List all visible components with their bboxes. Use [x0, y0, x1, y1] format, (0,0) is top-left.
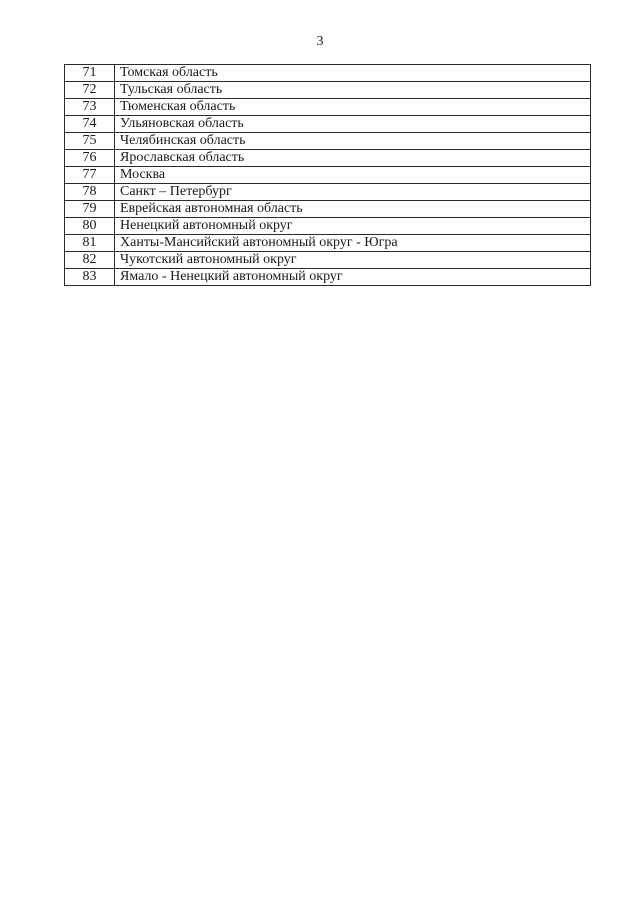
table-row	[65, 252, 591, 269]
page-number: 3	[316, 34, 324, 49]
table-row	[65, 65, 591, 82]
table-row	[65, 82, 591, 99]
region-number-cell: 78	[65, 184, 115, 201]
table-row	[65, 235, 591, 252]
region-name-cell: Чукотский автономный округ	[115, 252, 591, 269]
region-number-cell: 81	[65, 235, 115, 252]
region-name-cell: Ярославская область	[115, 150, 591, 167]
region-number-cell: 76	[65, 150, 115, 167]
region-number-cell: 82	[65, 252, 115, 269]
region-name-cell: Тюменская область	[115, 99, 591, 116]
table-row	[65, 218, 591, 235]
region-name-cell: Ямало - Ненецкий автономный округ	[115, 269, 591, 286]
region-number-cell: 72	[65, 82, 115, 99]
region-name-cell: Томская область	[115, 65, 591, 82]
region-number-cell: 74	[65, 116, 115, 133]
table-row	[65, 99, 591, 116]
table-row	[65, 184, 591, 201]
regions-table	[64, 64, 591, 286]
region-name-cell: Тульская область	[115, 82, 591, 99]
region-name-cell: Ханты-Мансийский автономный округ - Югра	[115, 235, 591, 252]
region-name-cell: Ульяновская область	[115, 116, 591, 133]
region-number-cell: 83	[65, 269, 115, 286]
table-row	[65, 269, 591, 286]
region-name-cell: Еврейская автономная область	[115, 201, 591, 218]
table-row	[65, 167, 591, 184]
region-number-cell: 79	[65, 201, 115, 218]
table-row	[65, 201, 591, 218]
region-number-cell: 75	[65, 133, 115, 150]
region-name-cell: Санкт – Петербург	[115, 184, 591, 201]
region-name-cell: Ненецкий автономный округ	[115, 218, 591, 235]
table-row	[65, 133, 591, 150]
region-number-cell: 77	[65, 167, 115, 184]
region-number-cell: 73	[65, 99, 115, 116]
table-row	[65, 116, 591, 133]
region-name-cell: Челябинская область	[115, 133, 591, 150]
table-row	[65, 150, 591, 167]
region-number-cell: 71	[65, 65, 115, 82]
region-name-cell: Москва	[115, 167, 591, 184]
region-number-cell: 80	[65, 218, 115, 235]
